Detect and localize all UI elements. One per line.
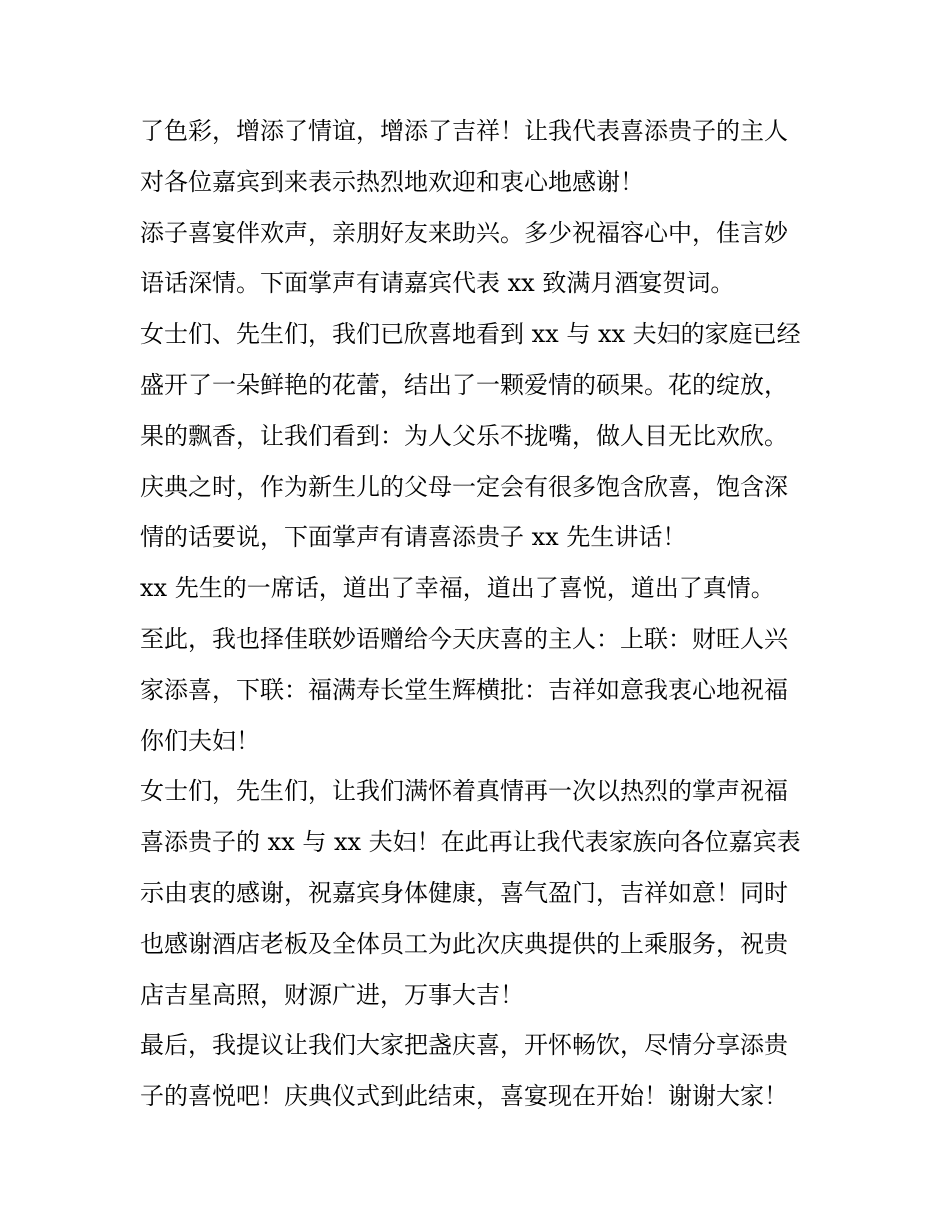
document-body xyxy=(140,106,820,1122)
text-line: 添子喜宴伴欢声，亲朋好友来助兴。多少祝福容心中，佳言妙 xyxy=(140,218,788,247)
text-line: 最后，我提议让我们大家把盏庆喜，开怀畅饮，尽情分享添贵 xyxy=(140,1031,788,1060)
text-line: 果的飘香，让我们看到：为人父乐不拢嘴，做人目无比欢欣。 xyxy=(140,421,788,450)
text-line: 家添喜，下联：福满寿长堂生辉横批：吉祥如意我衷心地祝福 xyxy=(140,675,788,704)
text-line: 也感谢酒店老板及全体员工为此次庆典提供的上乘服务，祝贵 xyxy=(140,929,788,958)
text-line: 对各位嘉宾到来表示热烈地欢迎和衷心地感谢！ xyxy=(140,167,644,196)
text-line: 情的话要说，下面掌声有请喜添贵子 xx 先生讲话！ xyxy=(140,523,687,552)
text-line: xx 先生的一席话，道出了幸福，道出了喜悦，道出了真情。 xyxy=(140,574,775,603)
text-line: 盛开了一朵鲜艳的花蕾，结出了一颗爱情的硕果。花的绽放， xyxy=(140,370,788,399)
text-line: 子的喜悦吧！庆典仪式到此结束，喜宴现在开始！谢谢大家！ xyxy=(140,1082,788,1111)
text-line: 你们夫妇！ xyxy=(140,726,260,755)
text-line: 庆典之时，作为新生儿的父母一定会有很多饱含欣喜，饱含深 xyxy=(140,472,788,501)
text-line: 女士们，先生们，让我们满怀着真情再一次以热烈的掌声祝福 xyxy=(140,777,788,806)
text-line: 至此，我也择佳联妙语赠给今天庆喜的主人：上联：财旺人兴 xyxy=(140,624,788,653)
text-line: 女士们、先生们，我们已欣喜地看到 xx 与 xx 夫妇的家庭已经 xyxy=(140,320,801,349)
text-line: 语话深情。下面掌声有请嘉宾代表 xx 致满月酒宴贺词。 xyxy=(140,269,735,298)
text-line: 店吉星高照，财源广进，万事大吉！ xyxy=(140,980,524,1009)
text-line: 喜添贵子的 xx 与 xx 夫妇！在此再让我代表家族向各位嘉宾表 xyxy=(140,828,801,857)
text-line: 示由衷的感谢，祝嘉宾身体健康，喜气盈门，吉祥如意！同时 xyxy=(140,878,788,907)
text-line: 了色彩，增添了情谊，增添了吉祥！让我代表喜添贵子的主人 xyxy=(140,117,788,145)
